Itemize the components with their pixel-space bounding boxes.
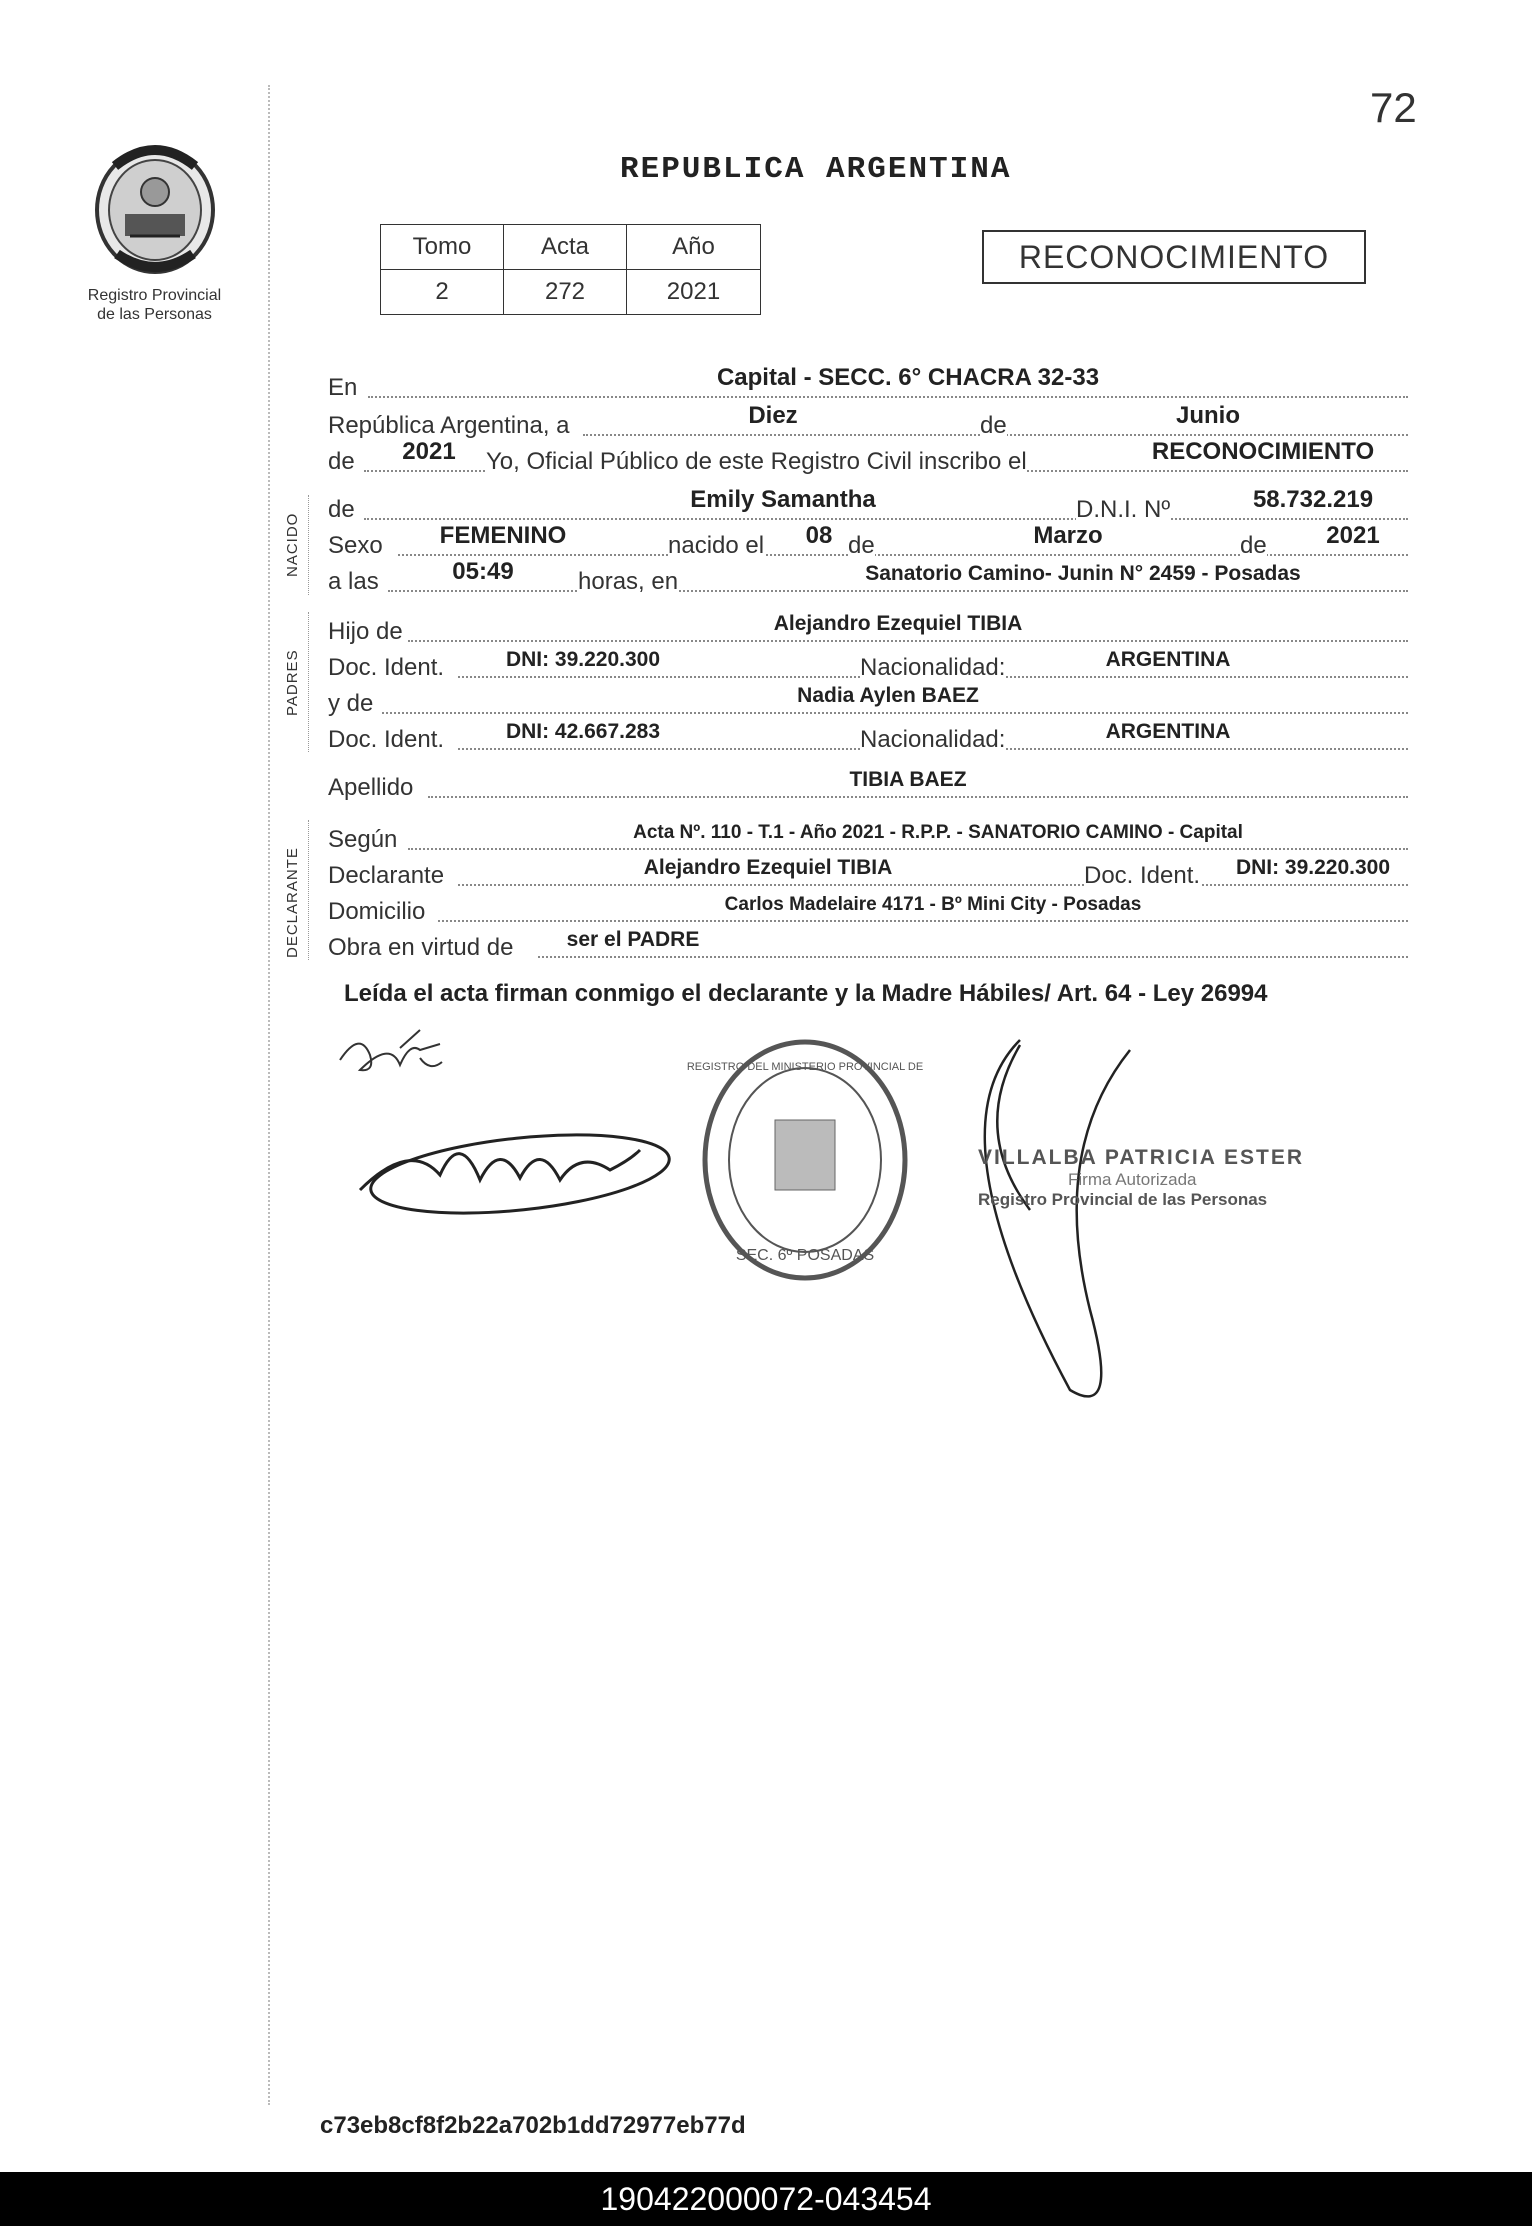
republica-label: República Argentina, a — [328, 412, 570, 439]
row-mother-doc — [328, 718, 1428, 754]
row-declarante — [328, 854, 1428, 890]
row-year — [328, 440, 1428, 476]
document-hash: c73eb8cf8f2b22a702b1dd72977eb77d — [320, 2112, 746, 2139]
declarante-doc: DNI: 39.220.300 — [1235, 856, 1391, 879]
doc-label-2: Doc. Ident. — [328, 726, 445, 753]
mother-name: Nadia Aylen BAEZ — [797, 684, 979, 707]
a-las-label: a las — [328, 568, 379, 595]
birth-year: 2021 — [1326, 522, 1380, 549]
month-value: Junio — [1176, 402, 1240, 429]
acta-header: Acta — [504, 225, 627, 270]
obra-value: ser el PADRE — [566, 928, 700, 951]
officer-role: Firma Autorizada — [1068, 1170, 1197, 1189]
nacido-bar — [308, 495, 309, 595]
padres-side-label: PADRES — [284, 649, 301, 716]
segun-label: Según — [328, 826, 398, 853]
margin-guide-line — [268, 85, 270, 2105]
row-father-doc — [328, 646, 1428, 682]
declarante-side-label: DECLARANTE — [284, 847, 301, 958]
officer-office: Registro Provincial de las Personas — [978, 1190, 1268, 1209]
child-name: Emily Samantha — [690, 486, 876, 513]
padres-bar — [308, 612, 309, 752]
seal-center-text: SEC. 6º POSADAS — [735, 1247, 875, 1264]
row-mother — [328, 682, 1428, 718]
de-label: de — [980, 412, 1007, 439]
de-label-2: de — [328, 448, 355, 475]
record-table-value-row — [381, 270, 761, 315]
ano-value: 2021 — [627, 270, 761, 315]
closing-statement: Leída el acta firman conmigo el declarante y la Madre Hábiles/ Art. 64 - Ley 26994 — [344, 980, 1268, 1007]
row-segun — [328, 818, 1428, 854]
footer-code: 190422000072-043454 — [600, 2181, 932, 2217]
apellido-value: TIBIA BAEZ — [849, 768, 967, 791]
father-nationality: ARGENTINA — [1105, 648, 1231, 671]
doc-label: Doc. Ident. — [328, 654, 445, 681]
seal-top-text: REGISTRO DEL MINISTERIO PROVINCIAL DE — [686, 1061, 924, 1073]
row-domicilio — [328, 890, 1428, 926]
officer-signature — [985, 1040, 1130, 1396]
father-name: Alejandro Ezequiel TIBIA — [773, 612, 1023, 635]
officer-stamp — [978, 1146, 1338, 1210]
misiones-coat-of-arms-icon — [85, 130, 225, 280]
logo-caption-line1: Registro Provincial — [87, 287, 222, 304]
row-date — [328, 404, 1428, 440]
row-child — [328, 488, 1428, 524]
birth-de-label-2: de — [1240, 532, 1267, 559]
birth-time: 05:49 — [452, 558, 514, 585]
declarant-signature — [360, 1123, 673, 1226]
obra-label: Obra en virtud de — [328, 934, 514, 961]
act-type-box: RECONOCIMIENTO — [982, 230, 1366, 284]
nacido-side-label: NACIDO — [284, 512, 301, 577]
en-label: En — [328, 374, 358, 401]
mother-doc: DNI: 42.667.283 — [505, 720, 661, 743]
dni-label: D.N.I. Nº — [1076, 496, 1171, 523]
birth-de-label: de — [848, 532, 875, 559]
child-dni: 58.732.219 — [1252, 486, 1374, 513]
initials-signature — [340, 1030, 442, 1070]
acta-value: 272 — [504, 270, 627, 315]
father-doc: DNI: 39.220.300 — [505, 648, 661, 671]
officer-name: VILLALBA PATRICIA ESTER — [978, 1146, 1304, 1169]
sexo-value: FEMENINO — [439, 522, 567, 549]
row-sexo — [328, 524, 1428, 560]
country-title: REPUBLICA ARGENTINA — [620, 152, 1012, 187]
y-de-label: y de — [328, 690, 374, 717]
en-value: Capital - SECC. 6° CHACRA 32-33 — [716, 364, 1100, 391]
domicilio-value: Carlos Madelaire 4171 - Bº Mini City - Posadas — [724, 894, 1142, 915]
tomo-value: 2 — [381, 270, 504, 315]
child-de-label: de — [328, 496, 355, 523]
declarante-doc-label: Doc. Ident. — [1084, 862, 1201, 889]
registry-seal — [687, 1042, 923, 1278]
row-en — [328, 366, 1428, 402]
birth-month: Marzo — [1033, 522, 1103, 549]
hijo-label: Hijo de — [328, 618, 403, 645]
day-value: Diez — [748, 402, 798, 429]
record-table — [380, 224, 761, 315]
segun-value: Acta Nº. 110 - T.1 - Año 2021 - R.P.P. - SANATORIO CAMINO - Capital — [633, 822, 1243, 843]
ano-header: Año — [627, 225, 761, 270]
row-time-place — [328, 560, 1428, 596]
nacido-el-label: nacido el — [668, 532, 765, 559]
birth-place: Sanatorio Camino- Junin N° 2459 - Posadas — [865, 562, 1301, 585]
footer-bar — [0, 2172, 1532, 2226]
mother-nationality: ARGENTINA — [1105, 720, 1231, 743]
logo-caption-line2: de las Personas — [97, 306, 212, 323]
nac-label-2: Nacionalidad: — [860, 726, 1006, 753]
year-value: 2021 — [402, 438, 456, 465]
sexo-label: Sexo — [328, 532, 383, 559]
apellido-label: Apellido — [328, 774, 414, 801]
nac-label: Nacionalidad: — [860, 654, 1006, 681]
page-number: 72 — [1370, 84, 1417, 131]
horas-label: horas, en — [578, 568, 679, 595]
inscribo-value: RECONOCIMIENTO — [1151, 438, 1375, 465]
declarante-label: Declarante — [328, 862, 445, 889]
signatures-area — [330, 1010, 1210, 1430]
yo-text: Yo, Oficial Público de este Registro Civil inscribo el — [486, 448, 1027, 475]
domicilio-label: Domicilio — [328, 898, 426, 925]
birth-day: 08 — [805, 522, 833, 549]
declarante-name: Alejandro Ezequiel TIBIA — [643, 856, 893, 879]
tomo-header: Tomo — [381, 225, 504, 270]
row-obra — [328, 926, 1428, 962]
registry-logo — [72, 130, 237, 330]
row-father — [328, 610, 1428, 646]
declarante-bar — [308, 820, 309, 960]
record-table-header-row — [381, 225, 761, 270]
row-apellido — [328, 766, 1428, 802]
